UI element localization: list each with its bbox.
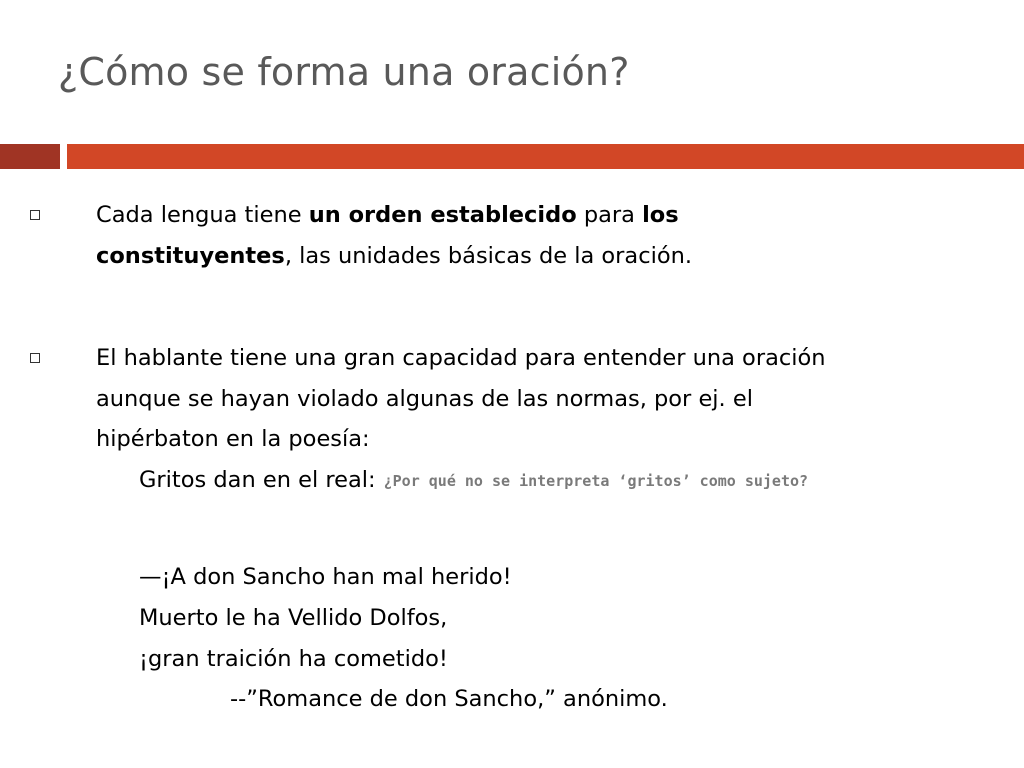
emphasis-constituyentes: constituyentes [96,242,285,269]
emphasis-los: los [642,202,679,228]
bullet1-line1: Cada lengua tiene un orden establecido para los [96,202,679,228]
example-verse: Gritos dan en el real: [139,467,376,493]
poem-line-1: —¡A don Sancho han mal herido! [139,564,512,590]
bullet2-line3: hipérbaton en la poesía: [96,426,370,452]
poem-attribution: --”Romance de don Sancho,” anónimo. [230,686,668,712]
poem-line-3: ¡gran traición ha cometido! [139,646,448,672]
emphasis-orden: un orden establecido [308,202,577,228]
example-question: ¿Por qué no se interpreta ‘gritos’ como sujeto? [383,472,809,490]
poem-line-2: Muerto le ha Vellido Dolfos, [139,605,448,631]
example-line [139,460,808,502]
bullet2-line2: aunque se hayan violado algunas de las normas, por ej. el [96,385,753,412]
bullet2-line1: El hablante tiene una gran capacidad para entender una oración [96,345,826,371]
bullet1-line2: constituyentes, las unidades básicas de la oración. [96,242,693,269]
slide-title: ¿Cómo se forma una oración? [58,50,630,94]
hollow-square-bullet-icon [30,353,40,363]
bullet-text-word-order [96,195,996,276]
bullet-text-hyperbaton [96,338,996,460]
hollow-square-bullet-icon [30,210,40,220]
